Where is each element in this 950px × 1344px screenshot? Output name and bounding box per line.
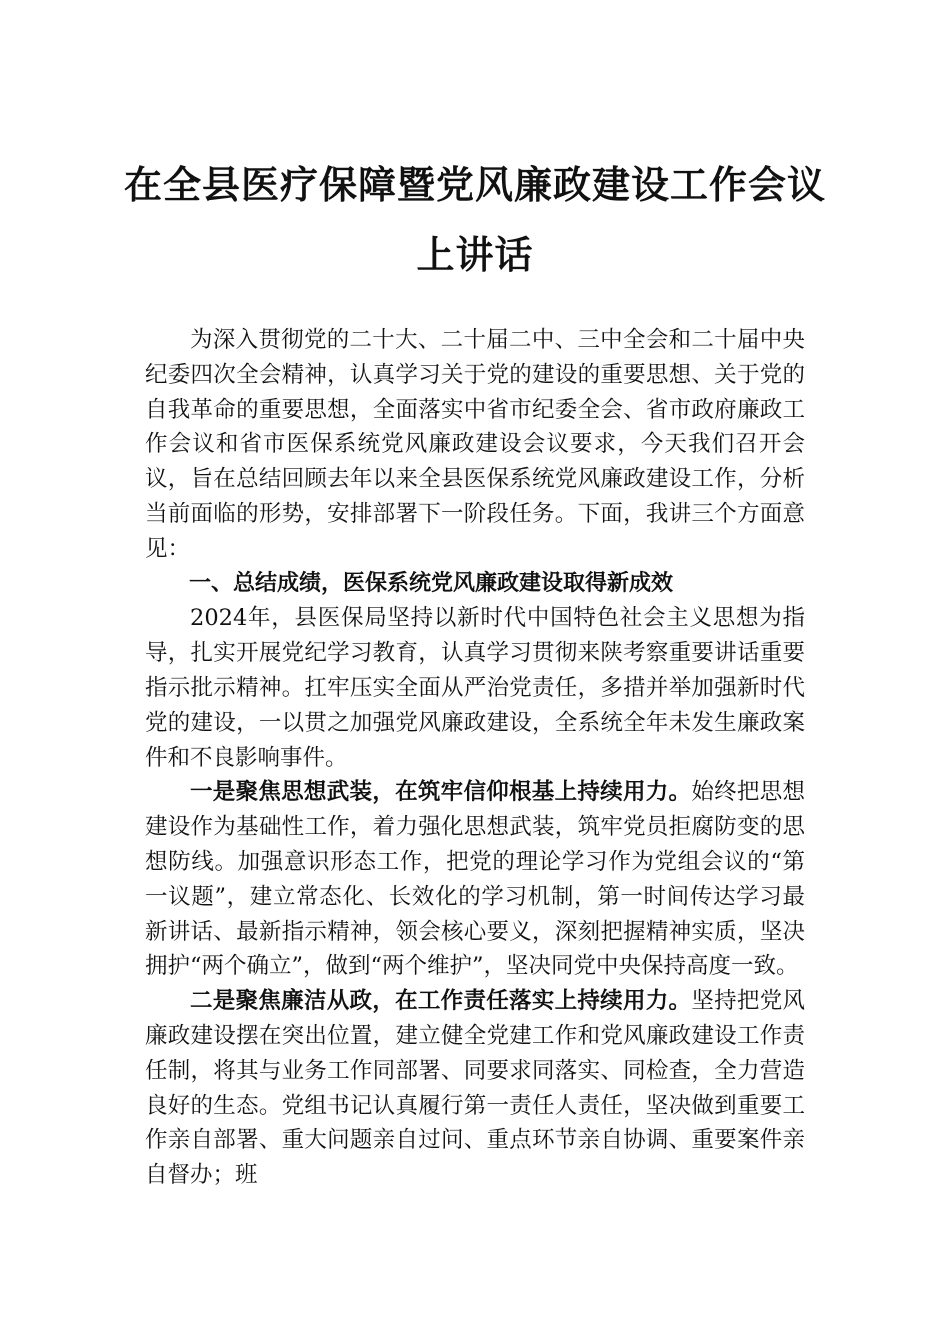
document-title-line2: 上讲话 <box>416 232 534 277</box>
point1-text: 始终把思想建设作为基础性工作，着力强化思想武装，筑牢党员拒腐防变的思想防线。加强意识形态工作，把党的理论学习作为党组会议的“第一议题”，建立常态化、长效化的学习机制，第一时间传达学习最新讲话、最新指示精神，领会核心要义，深刻把握精神实质，坚决拥护“两个确立”，做到“两个维护”，坚决同党中央保持高度一致。 <box>145 779 805 980</box>
document-title-line1: 在全县医疗保障暨党风廉政建设工作会议 <box>123 162 826 207</box>
document-body <box>145 323 805 1193</box>
point1-lead: 一是聚焦思想武装，在筑牢信仰根基上持续用力。 <box>190 779 692 806</box>
point2-text: 坚持把党风廉政建设摆在突出位置，建立健全党建工作和党风廉政建设工作责任制，将其与业务工作同部署、同要求同落实、同检查，全力营造良好的生态。党组书记认真履行第一责任人责任，坚决做到重要工作亲自部署、重大问题亲自过问、重点环节亲自协调、重要案件亲自督办；班 <box>145 988 805 1189</box>
point2-lead: 二是聚焦廉洁从政，在工作责任落实上持续用力。 <box>190 988 692 1015</box>
section1-heading: 一、总结成绩，医保系统党风廉政建设取得新成效 <box>189 570 674 596</box>
section1-paragraph: 2024年，县医保局坚持以新时代中国特色社会主义思想为指导，扎实开展党纪学习教育，认真学习贯彻来陕考察重要讲话重要指示批示精神。扛牢压实全面从严治党责任，多措并举加强新时代党的建设，一以贯之加强党风廉政建设，全系统全年未发生廉政案件和不良影响事件。 <box>145 605 805 771</box>
intro-paragraph: 为深入贯彻党的二十大、二十届二中、三中全会和二十届中央纪委四次全会精神，认真学习关于党的建设的重要思想、关于党的自我革命的重要思想，全面落实中省市纪委全会、省市政府廉政工作会议和省市医保系统党风廉政建设会议要求，今天我们召开会议，旨在总结回顾去年以来全县医保系统党风廉政建设工作，分析当前面临的形势，安排部署下一阶段任务。下面，我讲三个方面意见： <box>145 327 805 562</box>
point2-paragraph <box>145 984 805 1193</box>
point1-paragraph <box>145 775 805 984</box>
